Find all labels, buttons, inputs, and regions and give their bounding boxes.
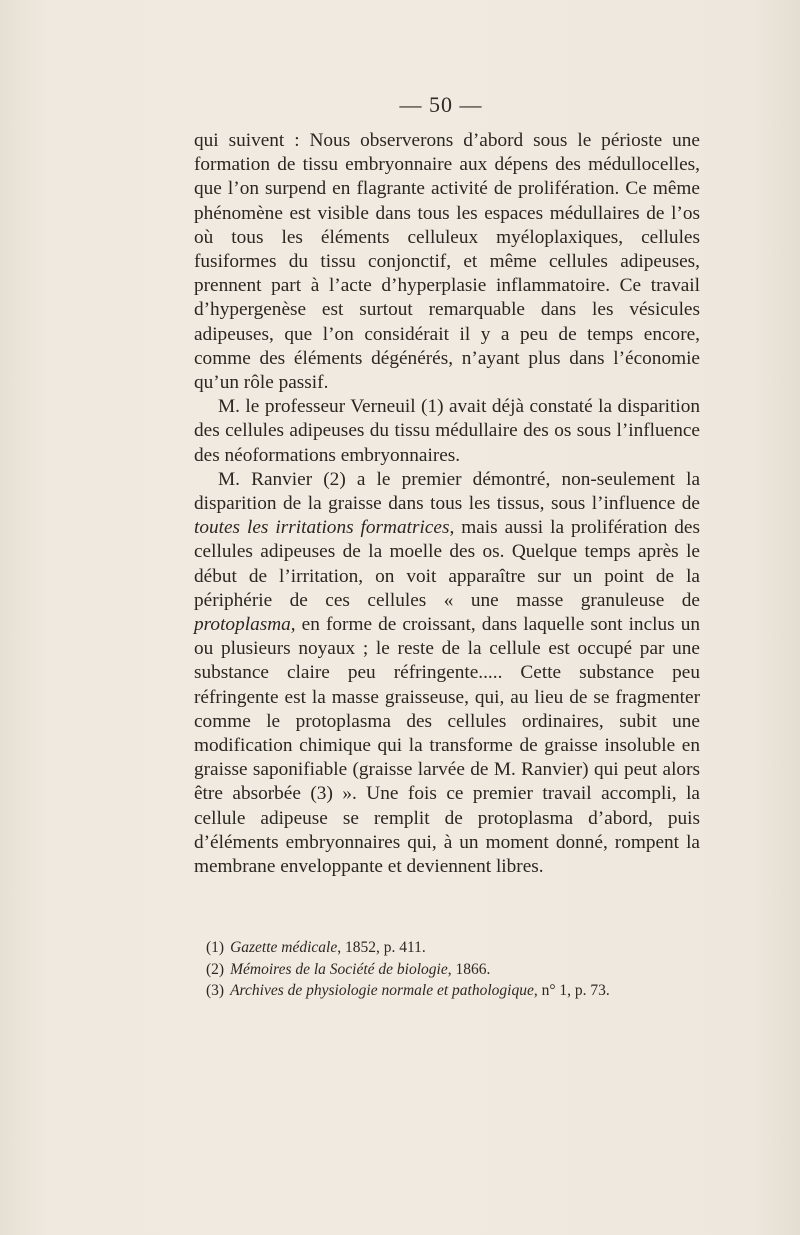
footnote-source-details: , 1852, p. 411.: [337, 939, 426, 956]
paragraph-2: M. le professeur Verneuil (1) avait déjà constaté la disparition des cellules adipeuses du tissu médullaire des os sous l’influence des néoformations embryonnaires.: [194, 396, 700, 466]
footnote-source-title: Archives de physiologie normale et pathologique: [230, 982, 534, 999]
main-text: [194, 129, 700, 879]
footnote-1: [206, 937, 746, 959]
footnote-mark: (1): [206, 939, 225, 956]
paragraph-3-italic-phrase: toutes les irritations formatrices: [194, 517, 450, 539]
footnote-mark: (2): [206, 960, 225, 978]
paragraph-3-italic-term: protoplasma: [194, 614, 291, 636]
footnote-2: [206, 959, 746, 981]
paragraph-3-text-a: M. Ranvier (2) a le premier démontré, non-seulement la disparition de la graisse dans tous les tissus, sous l’influence de: [194, 468, 700, 515]
footnote-source-title: Gazette médicale: [230, 939, 338, 956]
footnote-source-title: Mémoires de la Société de biologie: [230, 960, 448, 978]
paragraph-3-text-b: , mais aussi la prolifération des cellules adipeuses de la moelle des os. Quelque temps après le début de l’irritation, on voit apparaître sur un point de la périphérie de ces cellules « une masse granuleuse de: [194, 517, 700, 611]
page-number: — 50 —: [399, 92, 483, 117]
paragraph-1: qui suivent : Nous observerons d’abord sous le périoste une formation de tissu embryonnaire aux dépens des médullocelles, que l’on surpend en flagrante activité de prolifération. Ce même phénomène est visible dans tous les espaces médullaires de l’os où tous les éléments celluleux myéloplaxiques, cellules fusiformes du tissu conjonctif, et même cellules adipeuses, prennent part à l’acte d’hyperplasie inflammatoire. Ce travail d’hypergenèse est surtout remarquable dans les vésicules adipeuses, que l’on considérait il y a peu de temps encore, comme des éléments dégénérés, n’ayant plus dans l’économie qu’un rôle passif.: [194, 130, 700, 394]
footnote-mark: (3): [206, 982, 225, 999]
footnote-source-details: , n° 1, p. 73.: [533, 982, 610, 999]
footnote-source-details: , 1866.: [447, 960, 491, 978]
paragraph-3: [194, 468, 700, 879]
footnotes: [206, 937, 746, 1002]
paragraph-3-text-c: , en forme de croissant, dans laquelle sont inclus un ou plusieurs noyaux ; le reste de la cellule est occupé par une substance claire peu réfringente..... Cette substance peu réfringente est la masse graisseuse, qui, au lieu de se fragmenter comme le protoplasma des cellules ordinaires, subit une modification chimique qui la transforme de graisse insoluble en graisse saponifiable (graisse larvée de M. Ranvier) qui peut alors être absorbée (3) ». Une fois ce premier travail accompli, la cellule adipeuse se remplit de protoplasma d’abord, puis d’éléments embryonnaires qui, à un moment donné, rompent la membrane enveloppante et deviennent libres.: [194, 614, 700, 878]
footnote-3: [206, 980, 746, 1002]
